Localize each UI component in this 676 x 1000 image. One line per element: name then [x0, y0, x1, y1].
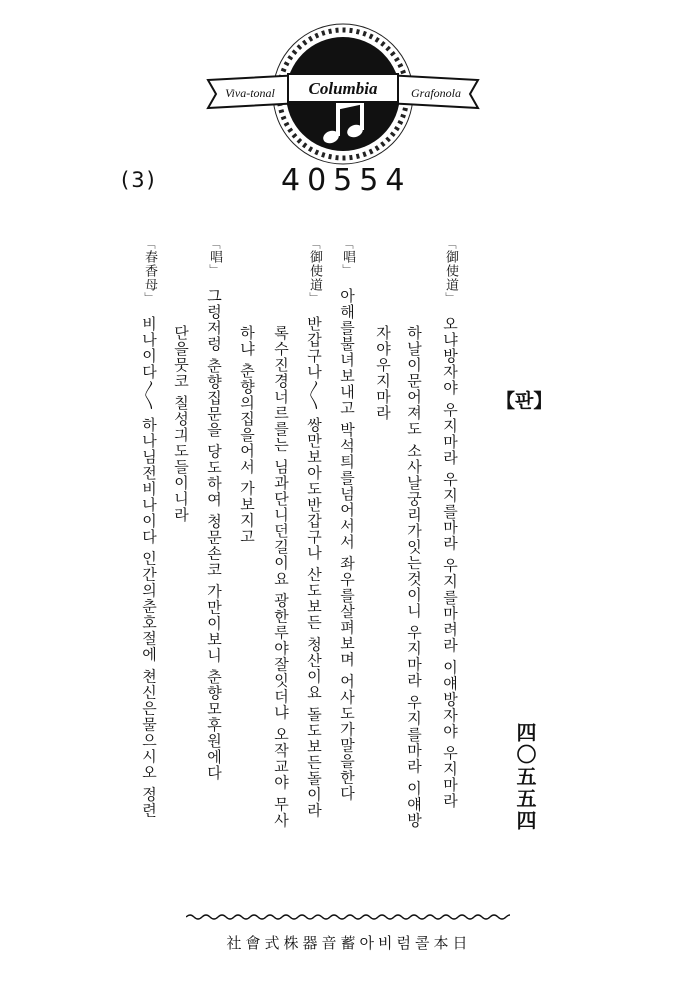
role-label: 「春香母」 [142, 238, 157, 304]
lyric-column-9 [172, 325, 189, 523]
role-label: 「唱」 [207, 238, 222, 276]
lyric-column-5 [305, 238, 323, 818]
record-number: 40554 [281, 163, 412, 198]
lyric-text: 반갑구나〱 쌍만보아도반갑구나 산도보든 청산이요 돌도보든돌이라 [305, 316, 323, 819]
lyric-text: 단을뭇코 칠성긔도들이니라 [172, 325, 190, 523]
lyric-column-3 [374, 325, 391, 421]
record-number-vertical: 四〇五五四 [513, 722, 537, 832]
publisher-footer: 社會式株器音蓄아비럼콜本日 [226, 934, 472, 952]
lyric-text: 비나이다〱 하나님전비나이다 인간의춘호절에 쳔신은물으시오 정련 [140, 316, 158, 819]
lyric-text: 오냐방자야 우지마라 우지를마라 우지를마려라 이얘방자야 우지마라 [441, 316, 459, 809]
lyric-text: 아해를불녀보내고 박석틔를넘어서서 좌우를살펴보며 어사도가말을한다 [338, 288, 356, 802]
columbia-logo [200, 20, 486, 168]
lyric-column-1 [441, 238, 459, 809]
lyric-column-2 [405, 325, 422, 828]
grafonola-text: Grafonola [410, 86, 462, 100]
side-number: (3) [121, 168, 157, 192]
role-label: 「御使道」 [443, 238, 458, 304]
columbia-logo-graphic [200, 20, 486, 168]
lyric-column-8 [205, 238, 223, 781]
viva-tonal-text: Viva-tonal [225, 86, 275, 100]
lyric-column-10 [140, 238, 158, 818]
role-label: 「御使道」 [307, 238, 322, 304]
lyric-column-6 [272, 325, 289, 828]
wavy-divider [186, 912, 510, 922]
lyric-text: 하냐 춘향의집을어서 가보지고 [238, 325, 256, 545]
lyric-text: 록수진경너르를는 님과단니던길이요 광한루야잘잇더냐 오작교야 무사 [272, 325, 290, 829]
role-label: 「唱」 [340, 238, 355, 276]
lyric-text: 자야우지마라 [374, 325, 392, 421]
lyric-column-4 [338, 238, 356, 801]
lyric-text: 그렁저렁 춘향집문을 당도하여 청문손코 가만이보니 춘향모후원에다 [205, 288, 223, 781]
lyric-text: 하날이문어져도 소사날궁리가잇는것이니 우지마라 우지를마라 이얘방 [405, 325, 423, 829]
genre-mark: 【판】 [496, 390, 553, 412]
columbia-brand-text: Columbia [308, 79, 378, 98]
lyric-column-7 [238, 325, 255, 545]
